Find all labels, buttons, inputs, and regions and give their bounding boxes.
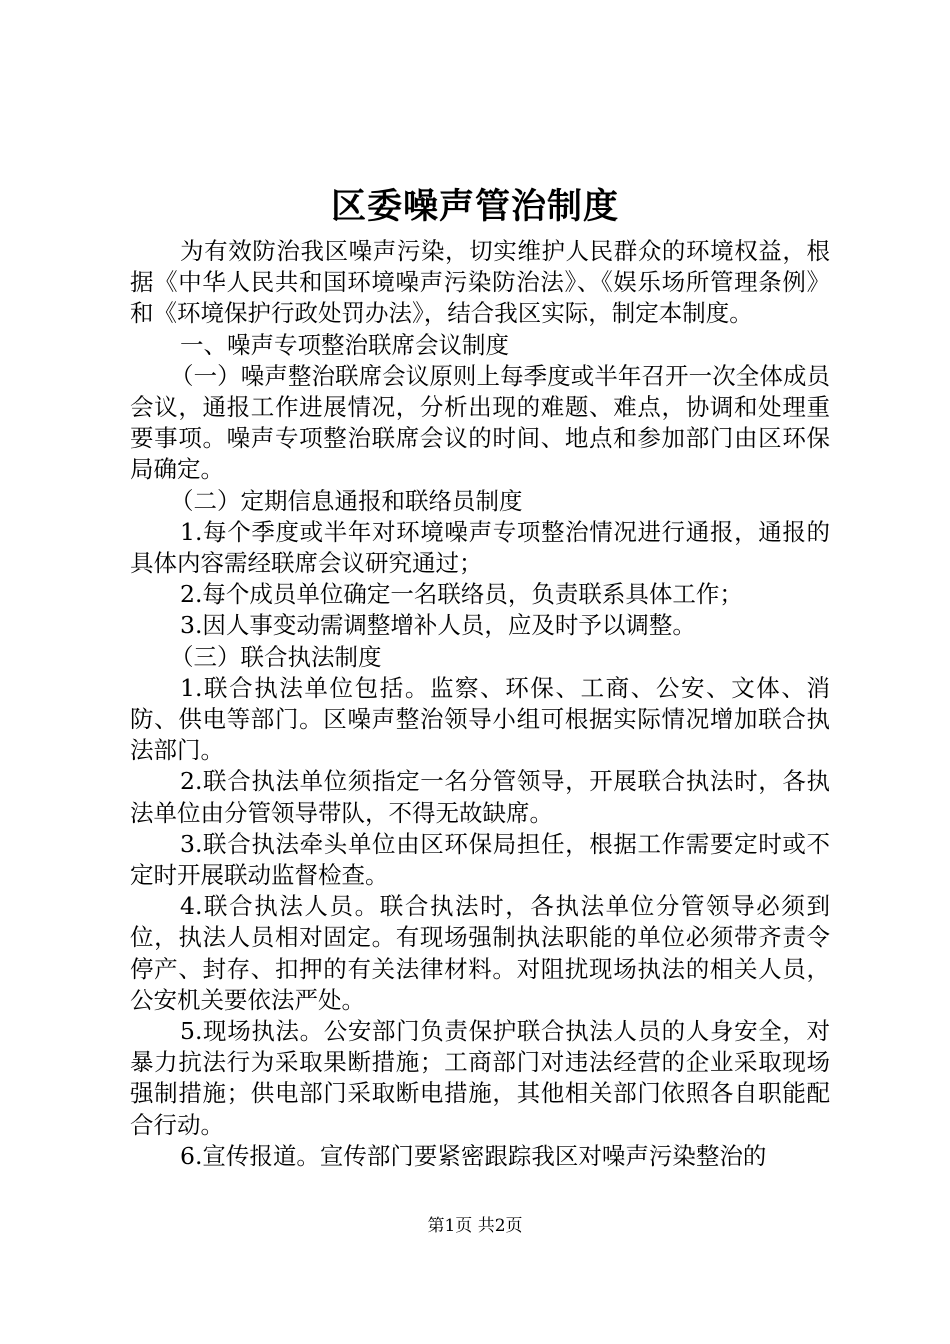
item-1-3-5: 5.现场执法。公安部门负责保护联合执法人员的人身安全，对暴力抗法行为采取果断措施；工商部门对违法经营的企业采取现场强制措施；供电部门采取断电措施，其他相关部门依照各自职能配合行动。 xyxy=(130,1017,830,1139)
section-heading-1: 一、噪声专项整治联席会议制度 xyxy=(180,330,509,359)
document-title: 区委噪声管治制度 xyxy=(330,186,619,227)
intro-paragraph: 为有效防治我区噪声污染，切实维护人民群众的环境权益，根据《中华人民共和国环境噪声污染防治法》、《娱乐场所管理条例》和《环境保护行政处罚办法》，结合我区实际，制定本制度。 xyxy=(130,237,830,328)
item-1-2-1: 1.每个季度或半年对环境噪声专项整治情况进行通报，通报的具体内容需经联席会议研究通过； xyxy=(130,517,830,578)
page-footer: 第1页 共2页 xyxy=(427,1216,523,1236)
item-1-3-6: 6.宣传报道。宣传部门要紧密跟踪我区对噪声污染整治的 xyxy=(180,1141,767,1170)
subheading-1-3: （三）联合执法制度 xyxy=(170,642,382,671)
item-1-2-2: 2.每个成员单位确定一名联络员，负责联系具体工作； xyxy=(180,580,743,609)
document-body xyxy=(130,236,830,1172)
item-1-3-3: 3.联合执法牵头单位由区环保局担任，根据工作需要定时或不定时开展联动监督检查。 xyxy=(130,829,830,890)
item-1-3-2: 2.联合执法单位须指定一名分管领导，开展联合执法时，各执法单位由分管领导带队，不得无故缺席。 xyxy=(130,767,830,827)
item-1-3-4: 4.联合执法人员。联合执法时，各执法单位分管领导必须到位，执法人员相对固定。有现场强制执法职能的单位必须带齐责令停产、封存、扣押的有关法律材料。对阻扰现场执法的相关人员，公安机关要依法严处。 xyxy=(130,892,830,1014)
item-1-2-3: 3.因人事变动需调整增补人员，应及时予以调整。 xyxy=(180,611,696,640)
paragraph-1-1: （一）噪声整治联席会议原则上每季度或半年召开一次全体成员会议，通报工作进展情况，分析出现的难题、难点，协调和处理重要事项。噪声专项整治联席会议的时间、地点和参加部门由区环保局确定。 xyxy=(130,361,830,484)
item-1-3-1: 1.联合执法单位包括。监察、环保、工商、公安、文体、消防、供电等部门。区噪声整治领导小组可根据实际情况增加联合执法部门。 xyxy=(130,673,830,765)
subheading-1-2: （二）定期信息通报和联络员制度 xyxy=(170,486,523,515)
